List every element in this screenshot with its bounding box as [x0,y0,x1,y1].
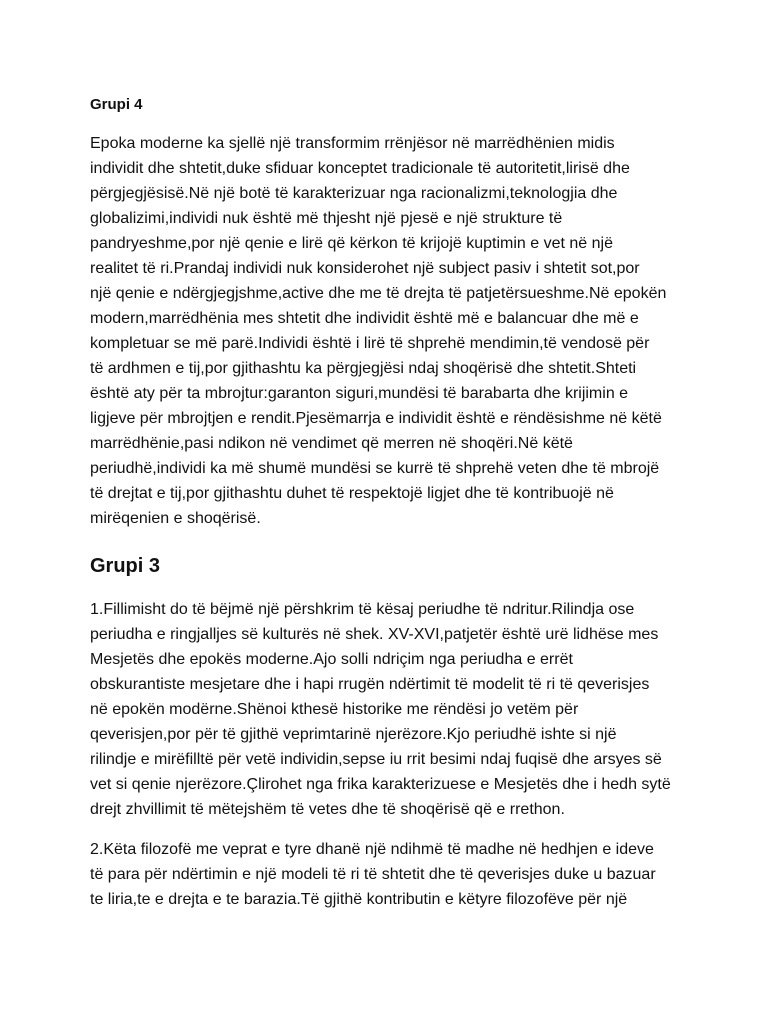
text-line: kompletuar se më parë.Individi është i lirë të shprehë mendimin,të vendosë për [90,335,650,352]
text-line: Mesjetës dhe epokës moderne.Ajo solli ndriçim nga periudha e errët [90,651,573,668]
text-line: te liria,te e drejta e te barazia.Të gjithë kontributin e këtyre filozofëve për një [90,891,628,908]
text-line: periudhë,individi ka më shumë mundësi se kurrë të shprehë veten dhe të mbrojë [90,460,660,477]
text-line: është aty për ta mbrojtur:garanton siguri,mundësi të barabarta dhe krijimin e [90,385,629,402]
text-line: qeverisjen,por për të gjithë veprimtarinë njerëzore.Kjo periudhë ishte si një [90,726,617,743]
text-line: përgjegjësisë.Në një botë të karakterizuar nga racionalizmi,teknologjia dhe [90,185,618,202]
text-line: në epokën modërne.Shënoi kthesë historike me rëndësi jo vetëm për [90,701,579,718]
text-line: modern,marrëdhënia mes shtetit dhe individit është më e balancuar dhe më e [90,310,639,327]
text-line: Epoka moderne ka sjellë një transformim rrënjësor në marrëdhënien midis [90,135,615,152]
text-line: të para për ndërtimin e një modeli të ri të shtetit dhe të qeverisjes duke u bazuar [90,866,656,883]
text-line: drejt zhvillimit të mëtejshëm të vetes dhe të shoqërisë që e rrethon. [90,801,565,818]
section-heading-grupi-3: Grupi 3 [90,555,161,577]
text-line: 1.Fillimisht do të bëjmë një përshkrim të kësaj periudhe të ndritur.Rilindja ose [90,601,635,618]
text-line: mirëqenien e shoqërisë. [90,510,261,527]
text-line: ligjeve për mbrojtjen e rendit.Pjesëmarrja e individit është e rëndësishme në këtë [90,410,662,427]
text-line: globalizimi,individi nuk është më thjesht një pjesë e një strukture të [90,210,563,227]
text-line: marrëdhënie,pasi ndikon në vendimet që merren në shoqëri.Në këtë [90,435,573,452]
text-line: rilindje e mirëfilltë për vetë individin,sepse iu rrit besimi ndaj fuqisë dhe arsyes së [90,751,662,768]
paragraph-grupi-3-point-2 [90,837,680,912]
paragraph-grupi-3-point-1 [90,597,680,822]
section-heading-grupi-4: Grupi 4 [90,96,143,113]
text-line: realitet të ri.Prandaj individi nuk konsiderohet një subject pasiv i shtetit sot,por [90,260,640,277]
text-line: një qenie e ndërgjegjshme,active dhe me të drejta të patjetërsueshme.Në epokën [90,285,667,302]
text-line: 2.Këta filozofë me veprat e tyre dhanë një ndihmë të madhe në hedhjen e ideve [90,841,654,858]
text-line: pandryeshme,por një qenie e lirë që kërkon të krijojë kuptimin e vet në një [90,235,613,252]
text-line: periudha e ringjalljes së kulturës në shek. XV-XVI,patjetër është urë lidhëse mes [90,626,659,643]
text-line: të ardhmen e tij,por gjithashtu ka përgjegjësi ndaj shoqërisë dhe shtetit.Shteti [90,360,637,377]
text-line: vet si qenie njerëzore.Çlirohet nga frika karakterizuese e Mesjetës dhe i hedh sytë [90,776,671,793]
text-line: individit dhe shtetit,duke sfiduar konceptet tradicionale të autoritetit,lirisë dhe [90,160,630,177]
paragraph-grupi-4 [90,131,680,531]
text-line: obskurantiste mesjetare dhe i hapi rrugën ndërtimit të modelit të ri të qeverisjes [90,676,650,693]
text-line: të drejtat e tij,por gjithashtu duhet të respektojë ligjet dhe të kontribuojë në [90,485,614,502]
